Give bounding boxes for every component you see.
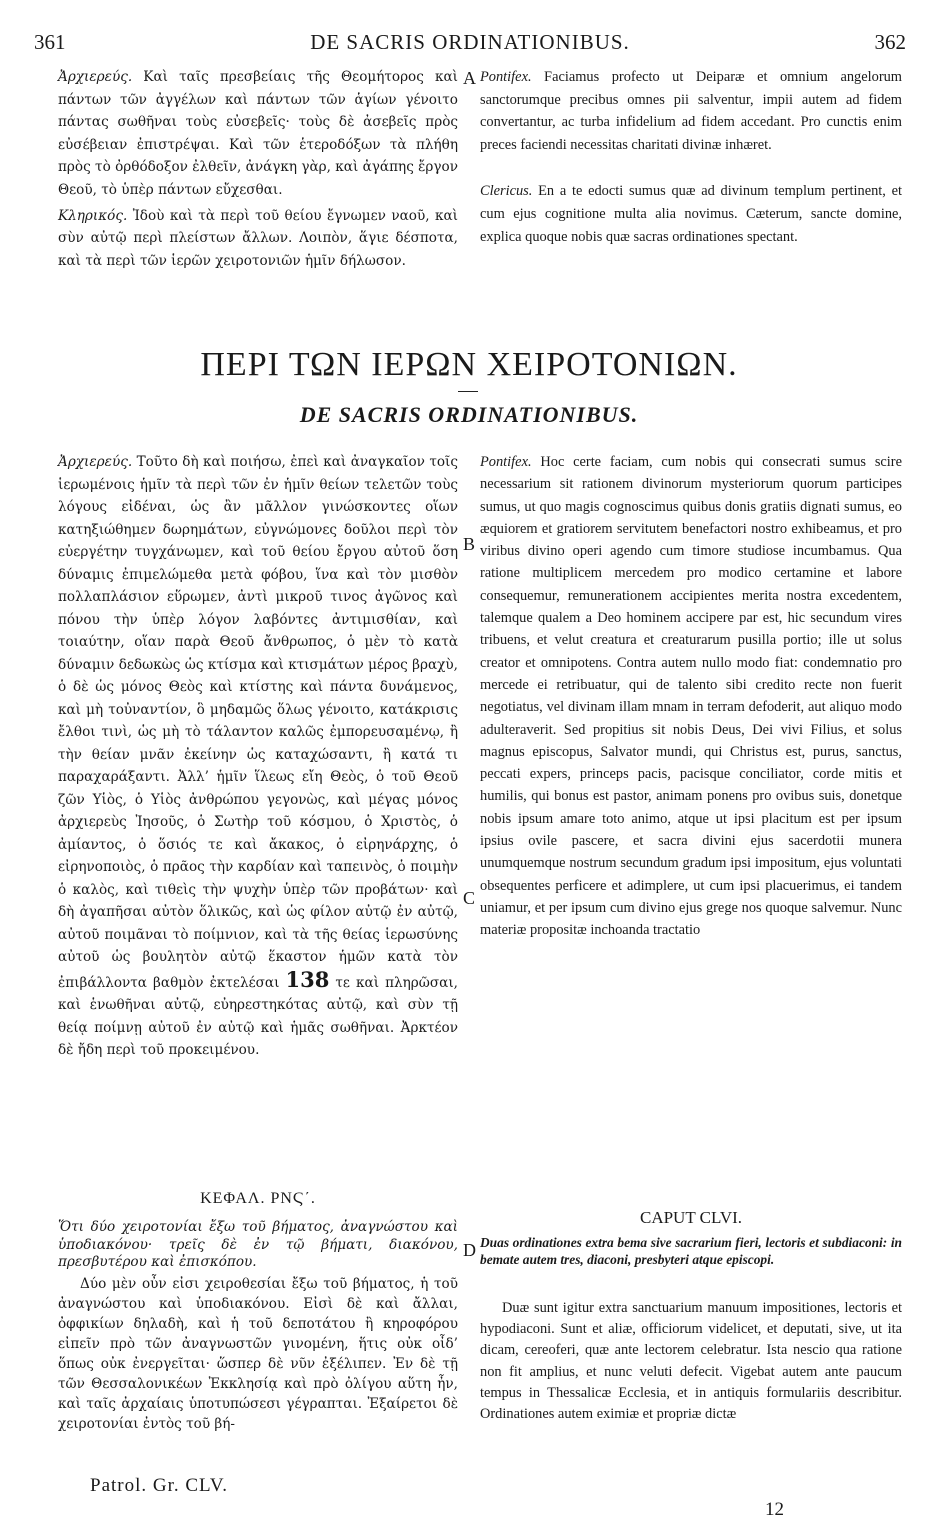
latin-intro-paragraph-2 xyxy=(480,180,902,248)
chapter-summary-greek: Ὅτι δύο χειροτονίαι ἔξω τοῦ βήματος, ἀναγνώστου καὶ ὑποδιακόνου· τρεῖς δὲ ἐν τῷ βήματι, διακόνου, πρεσβυτέρου καὶ ἐπισκόπου. xyxy=(58,1219,458,1270)
greek-main-paragraph xyxy=(58,451,458,1062)
paragraph-text: Ἰδοὺ καὶ τὰ περὶ τοῦ θείου ἔγνωμεν ναοῦ, καὶ σὺν αὐτῷ περὶ πλείστων ἄλλων. Λοιπὸν, ἅγιε δέσποτα, καὶ τὰ περὶ τῶν ἱερῶν χειροτονιῶν ἡμῖν δήλωσον. xyxy=(58,207,458,269)
speaker-label: Pontifex. xyxy=(480,69,532,85)
chapter-summary-latin: Duas ordinationes extra bema sive sacrarium fieri, lectoris et subdiaconi: in bemate autem tres, diaconi, presbyteri atque episcopi. xyxy=(480,1235,902,1267)
greek-column-intro xyxy=(58,66,458,272)
paragraph-text: Τοῦτο δὴ καὶ ποιήσω, ἐπεὶ καὶ ἀναγκαῖον τοῖς ἱερωμένοις ἡμῖν τὰ περὶ τῶν ἐν ἡμῖν θείων τελετῶν τοὺς λόγους εἰδέναι, ὡς ἂν μᾶλλον γινώσκοντες οἵων κατηξιώθημεν δωρημάτων, εὐγνώμονες δοῦλοι περὶ τὸν εὐεργέτην τυγχάνωμεν, καὶ τοῦ θείου ἔργου αὐτοῦ ὅση δύναμις ἐπιμελώμεθα μετὰ φόβου, ἵνα καὶ τὸν μισθὸν πολλαπλάσιον εὕρωμεν, ἀντὶ μικροῦ τινος ἀγῶνος καὶ πόνου τὴν ὑπὲρ λόγον λαβόντες ἀντιμισθίαν, καὶ τοιαύτην, οἵαν παρὰ Θεοῦ ἄνθρωπος, ὁ μὲν τὸ κατὰ δύναμιν δεδωκὼς ὡς κτίσμα καὶ κτισμάτων μέρος βραχὺ, ὁ δὲ ὡς μόνος Θεὸς καὶ κτίστης καὶ πάντα δυνάμενος, καὶ μὴ τοὐναντίον, ὃ μηδαμῶς ὅλως γένοιτο, κατάκρισις ἔλθοι τινὶ, ὡς μὴ τὸ τάλαντον καλῶς ἐμπορευσαμένῳ, ἢ τὴν θείαν μνᾶν ἐκείνην ὡς καταχώσαντι, ἢ κατά τι παραχαράξαντι. Ἀλλ’ ἡμῖν ἵλεως εἴη Θεὸς, ὁ τοῦ Θεοῦ ζῶν Υἱὸς, ὁ Υἱὸς ἀνθρώπου γεγονὼς, καὶ μέγας μόνος ἀρχιερεὺς Ἰησοῦς, ὁ Σωτὴρ τοῦ κόσμου, ὁ Χριστὸς, ὁ ἀμίαντος, ὁ ὅσιός τε καὶ ἄκακος, ὁ εἰρηνάρχης, ὁ εἰρηνοποιὸς, ὁ πρᾶος τὴν καρδίαν καὶ ταπεινὸς, ὁ ποιμὴν ὁ καλὸς, καὶ τιθεὶς τὴν ψυχὴν ὑπὲρ τῶν προβάτων· καὶ δὴ ἀγαπῆσαι αὐτὸν ὅλικῶς, καὶ ὡς φίλον αὐτῷ ἐν αὐτῷ, αὐτοῦ ποιμᾶναι τὸ ποίμνιον, καὶ τὰ τῆς θείας ἱερωσύνης αὐτοῦ ὡς βουλητὸν αὐτῷ ἕκαστον ἡμῶν κατὰ τὸν ἐπιβάλλοντα βαθμὸν ἐκτελέσαι xyxy=(58,454,458,991)
margin-letter-c: C xyxy=(463,888,476,908)
section-title-greek: ΠΕΡΙ ΤΩΝ ΙΕΡΩΝ ΧΕΙΡΟΤΟΝΙΩΝ. xyxy=(200,346,738,383)
paragraph-text: Hoc certe faciam, cum nobis qui consecrati sumus scire necessarium sit rationem divinorum mysteriorum quorum participes sumus, ut quo magis cognoscimus quibus donis gratiis dignati sumus, eo æquiorem et gratiorem servitutem benefactori nostro exhibeamus, et pro viribus divino operi agendo cum timore studiose incumbamus. Qua ratione multiplicem mercedem pro modico certamine et labore consequemur, remunerationem accipientes merita nostra excedentem, talemque qualem a Deo hominem accipere par est, hic secundum vires tribuens, et velut creatura et creaturarum pusilla portio; ille ut solus creator et omnipotens. Contra autem nullo modo fiat: condemnatio pro mercede ei retribuatur, qui de talento sibi credito recte non fuerit negotiatus, vel divinam illam mnam in terram defoderit, aut aliquo modo adulteraverit. Sed propitius sit nobis Deus, Dei vivi Filius, et solus magnus episcopus, Salvator mundi, qui Christus est, purus, sanctus, peccati expers, princeps pacis, pacisque conciliator, corde mitis et humilis, qui bonus est pastor, animam ponens pro ovibus suis, donetque nobis ipsum amare toto animo, atque ut ipsi placitum est per ipsum ipsius ovile pascere, et sacra divini ejus sacerdotii munera unumquemque nostrum secundum gradum ipsi impositum, ejus voluntati obsequentes perficere et adimplere, ut cum ipsi placuerimus, ei tandem uniamur, et per ipsum cum divino ejus grege nos quoque salvemur. Nunc materiæ propositæ inchoanda tractatio xyxy=(480,454,902,939)
paragraph-text: Faciamus profecto ut Deiparæ et omnium angelorum sanctorumque precibus omnes pii salventur, impii autem ad fidem convertantur, ac turba infidelium ad fidem accedant. Pro cunctis enim preces faciendi necessitas charitati divinæ inhæret. xyxy=(480,69,902,153)
latin-main-paragraph xyxy=(480,451,902,942)
speaker-label: Pontifex. xyxy=(480,454,532,470)
latin-column-main xyxy=(480,451,902,942)
margin-letter-b: B xyxy=(463,534,476,554)
paragraph-text-cont: τε καὶ πληρῶσαι, καὶ ἑνωθῆναι αὐτῷ, εὐηρεστηκότας αὐτῷ, καὶ σὺν τῇ θείᾳ ποίμνῃ αὐτοῦ ἐν αὐτῷ καὶ ἡμᾶς σωθῆναι. Ἀρκτέον δὲ ἤδη περὶ τοῦ προκειμένου. xyxy=(58,974,458,1058)
paragraph-text: En a te edocti sumus quæ ad divinum templum pertinent, et cum ejus cognitione multa alia novimus. Cæterum, sancte domine, explica quoque nobis quæ sacras ordinationes spectant. xyxy=(480,183,902,245)
column-marker: 138 xyxy=(285,966,330,992)
running-head xyxy=(34,30,906,60)
greek-intro-paragraph-2 xyxy=(58,205,458,273)
page-number-left: 361 xyxy=(34,30,66,54)
chapter-heading-latin: CAPUT CLVI. xyxy=(639,1208,743,1227)
paragraph-text: Καὶ ταῖς πρεσβείαις τῆς Θεομήτορος καὶ πάντων τῶν ἀγγέλων καὶ πάντων τῶν ἁγίων γένοιτο πάντας σωθῆναι τοὺς εὐσεβεῖς· τοὺς δὲ ἀσεβεῖς πρὸς εὐσέβειαν ἐπιστρέψαι. Καὶ τῶν ἑτεροδόξων τὰ πλήθη πρὸς τὸ ὀρθόδοξον ἐλθεῖν, ἀνάγκη γὰρ, καὶ ἀγάπης ἔργον Θεοῦ, τὸ ὑπὲρ πάντων εὔχεσθαι. xyxy=(58,69,458,198)
greek-chapter-text: Δύο μὲν οὖν εἰσι χειροθεσίαι ἔξω τοῦ βήματος, ἡ τοῦ ἀναγνώστου καὶ ὑποδιακόνου. Εἰσὶ δὲ καὶ ἄλλαι, ὀφφικίων δηλαδὴ, καὶ ἡ τοῦ δεποτάτου ἢ κηροφόρου εἰπεῖν πρὸ τῶν ἀναγνωστῶν γινομένη, ἥτις οὐκ οἶδ’ ὅπως οὐκ ἐνεργεῖται· ὥσπερ δὲ νῦν ἐξέλιπεν. Ἐν δὲ τῇ τῶν Θεσσαλονικέων Ἐκκλησίᾳ καὶ πρὸ ὀλίγου αὕτη ἦν, καὶ ταῖς ἀρχαίαις ὑποτυπώσεσι γέγραπται. Ἐξαίρετοι δὲ χειροτονίαι ἐντὸς τοῦ βή- xyxy=(58,1276,458,1432)
signature-mark: Patrol. Gr. CLV. xyxy=(90,1475,228,1496)
running-title: DE SACRIS ORDINATIONIBUS. xyxy=(310,30,630,54)
section-title-latin: DE SACRIS ORDINATIONIBUS. xyxy=(299,402,639,427)
latin-column-intro xyxy=(480,66,902,248)
speaker-label: Clericus. xyxy=(480,183,533,200)
speaker-label: Ἀρχιερεύς. xyxy=(58,69,133,85)
greek-column-main xyxy=(58,451,458,1062)
latin-intro-paragraph-1 xyxy=(480,66,902,156)
margin-letter-d: D xyxy=(463,1240,476,1260)
speaker-label: Κληρικός. xyxy=(58,207,128,224)
title-divider xyxy=(458,391,478,392)
page-number-right: 362 xyxy=(874,30,906,54)
greek-intro-paragraph-1 xyxy=(58,66,458,202)
speaker-label: Ἀρχιερεύς. xyxy=(58,454,133,470)
chapter-heading-greek: ΚΕΦΑΛ. ΡΝϚ΄. xyxy=(200,1190,316,1207)
margin-letter-a: A xyxy=(463,68,476,88)
latin-chapter-text: Duæ sunt igitur extra sanctuarium manuum impositiones, lectoris et hypodiaconi. Sunt et aliæ, officiorum videlicet, et deputati, sive, ut ita dicam, cereoferi, quæ ante lectorem celebratur. Ista nescio qua ratione non fit amplius, et nunc veluti defecit. Vigebat autem ante paucum tempus in Thessalicæ Ecclesia, et in antiquis formulariis describitur. Ordinationes autem eximiæ et propriæ dictæ xyxy=(480,1300,902,1423)
sheet-number: 12 xyxy=(765,1499,784,1520)
